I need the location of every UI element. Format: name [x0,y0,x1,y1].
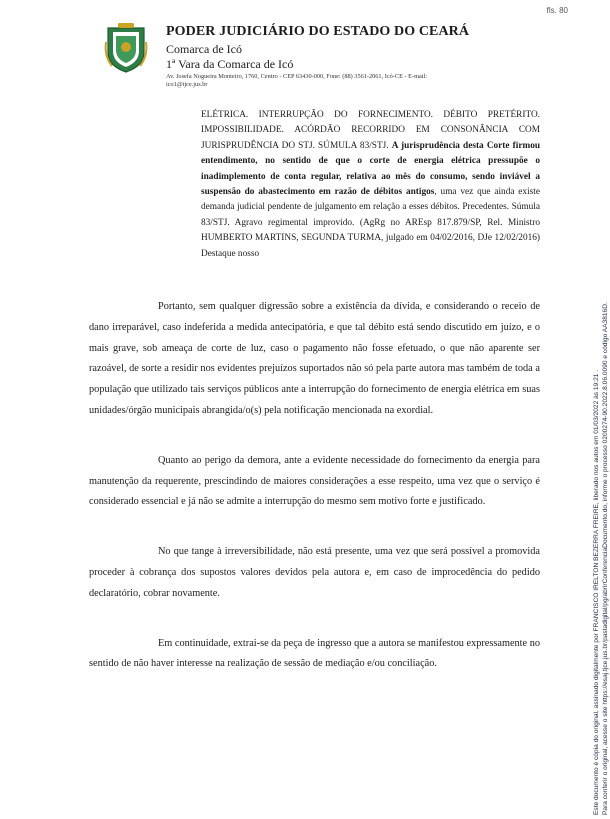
court-address [166,73,526,90]
document-body [89,297,540,704]
court-address-line: Av. Josefa Nogueira Monteiro, 1760, Centro - CEP 63430-000, Fone: (88) 3561-2061, Icó-CE - E-mail: [166,73,428,80]
vara-name: 1ª Vara da Comarca de Icó [166,57,294,71]
quote-text-end: , uma vez que ainda existe demanda judicial pendente de julgamento em relação a esses débitos. Precedentes. Súmula 83/STJ. Agravo regimental improvido. (AgRg no AREsp 817.879/SP, Rel. Ministro HUMBERTO MARTINS, SEGUNDA TURMA, julgado em 04/02/2016, DJe 12/02/2016) Destaque nosso [201,187,540,259]
signature-stamp-line: Este documento é cópia do original, assinado digitalmente por FRANCISCO IRELTON BEZERRA FREIRE, liberado nos autos em 01/03/2022 às 19:21 . [593,369,600,815]
page-number: fls. 80 [546,6,568,15]
jurisprudence-quote [201,108,540,262]
document-header [104,20,544,98]
state-coat-of-arms-icon [104,22,148,74]
paragraph: No que tange à irreversibilidade, não está presente, uma vez que será possível a promovida proceder à cobrança dos supostos valores devidos pela autora e, em caso de improcedência do pedido declaratório, cobrar novamente. [89,546,540,599]
paragraph: Em continuidade, extrai-se da peça de ingresso que a autora se manifestou expressamente no sentido de não haver interesse na realização de sessão de mediação e/ou conciliação. [89,637,540,670]
comarca-name: Comarca de Icó [166,42,242,56]
quote-bold-text: A jurisprudência desta Corte firmou entendimento, no sentido de que o corte de energia elétrica pressupõe o inadimplemento de conta regular, relativa ao mês do consumo, sendo inviável a suspensão do abastecimento em razão de débitos antigos [201,140,541,198]
verification-stamp-line: Para conferir o original, acesse o site https://esaj.tjce.jus.br/pastadigital/pg/abrirConferenciaDocumento.do, informe o processo 0200274-90.2022.8.06.0090 e código AA3816D. [602,302,609,815]
paragraph: Quanto ao perigo da demora, ante a evidente necessidade do fornecimento da energia para manutenção da requerente, prescindindo de maiores considerações a esse respeito, uma vez que o serviço é considerado essencial e já não se admite a interrupção do mesmo sem motivo forte e justificado. [89,454,540,508]
court-email: ico1@tjce.jus.br [166,81,208,89]
quote-text: ELÉTRICA. INTERRUPÇÃO DO FORNECIMENTO. DÉBITO PRETÉRITO. IMPOSSIBILIDADE. ACÓRDÃO RECORRIDO EM CONSONÂNCIA COM JURISPRUDÊNCIA DO STJ. SÚMULA 83/STJ. [201,110,540,151]
digital-signature-stamp [592,115,610,815]
paragraph: Portanto, sem qualquer digressão sobre a existência da dívida, e considerando o receio de dano irreparável, caso indeferida a medida antecipatória, e que tal débito está sendo discutido em juízo, e o mais grave, sob ameaça de corte de luz, caso o pagamento não fosse efetuado, o que não aparente ser razoável, de sorte a residir nos evidentes prejuízos suportados não só pela parte autora mas também de toda a população que utilizado tais serviços públicos ante a interrupção do fornecimento de energia elétrica em suas unidades/órgão municipais abrangida/o(s) pela notificação mencionada na exordial. [89,301,540,416]
court-name: PODER JUDICIÁRIO DO ESTADO DO CEARÁ [166,24,470,39]
